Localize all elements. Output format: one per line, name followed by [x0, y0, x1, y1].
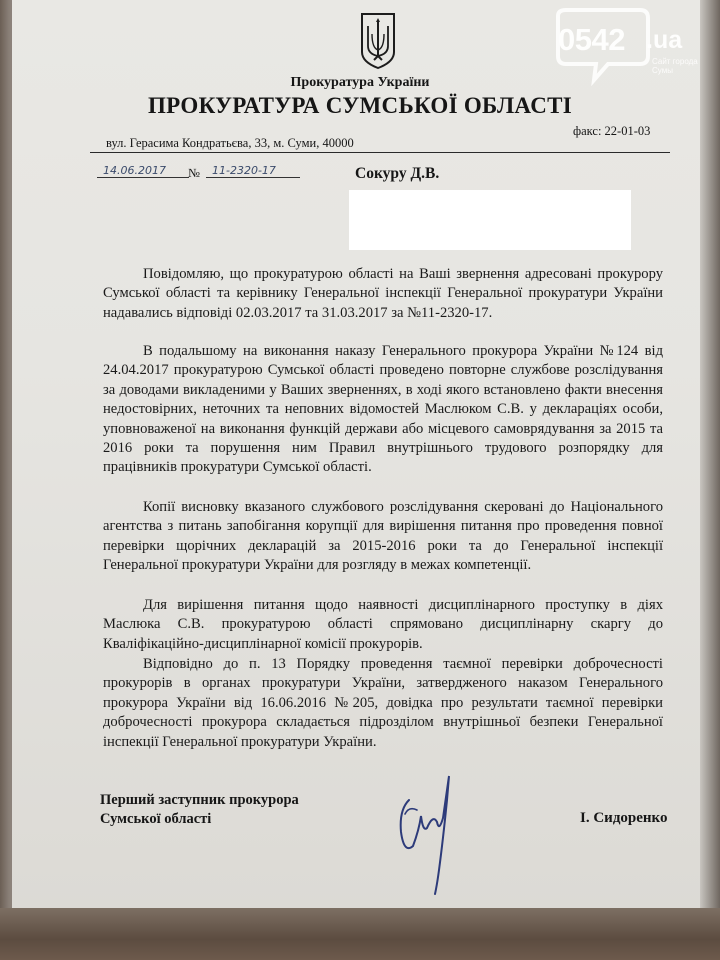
- registration-number: 11-2320-17: [206, 164, 300, 178]
- desk-background-bottom: [0, 908, 720, 960]
- office-name: ПРОКУРАТУРА СУМСЬКОЇ ОБЛАСТІ: [147, 93, 572, 118]
- watermark-tagline: [652, 57, 698, 75]
- signatory-title-line-2: Сумської області: [100, 811, 212, 827]
- body-paragraph-5: Відповідно до п. 13 Порядку проведення таємної перевірки доброчесності прокурорів в органах прокуратури України, затвердженого наказом Генерального прокурора України від 16.06.2016 №205, довідка про результати таємної перевірки доброчесності прокурора складається підрозділом внутрішньої безпеки Генеральної інспекції Генеральної прокуратури України.: [103, 656, 663, 750]
- watermark-number: 0542: [558, 22, 625, 57]
- redacted-address-block: [349, 190, 631, 250]
- office-fax: факс: 22-01-03: [573, 124, 651, 138]
- letterhead-divider: [90, 152, 670, 153]
- watermark-tagline-line-2: Сумы: [652, 66, 673, 75]
- watermark-tagline-line-1: Сайт города: [652, 57, 698, 66]
- handwritten-signature-icon: [395, 770, 457, 895]
- recipient-name: Сокуру Д.В.: [355, 165, 440, 182]
- body-paragraph-3: Копії висновку вказаного службового розслідування скеровані до Національного агентства з питань запобігання корупції для вирішення питання про проведення повної перевірки щорічних декларацій за 2015-2016 роки та до Генеральної інспекції Генеральної прокуратури України для розгляду в межах компетенції.: [103, 499, 663, 574]
- registration-number-label: №: [188, 166, 200, 180]
- body-paragraph-1: Повідомляю, що прокуратурою області на Ваші звернення адресовані прокурору Сумської області та керівнику Генеральної інспекції Генеральної прокуратури України надавались відповіді 02.03.2017 та 31.03.2017 за №11-2320-17.: [103, 266, 663, 321]
- trident-coat-of-arms-icon: [360, 12, 396, 70]
- office-address: вул. Герасима Кондратьєва, 33, м. Суми, 40000: [106, 136, 354, 150]
- signer-name: І. Сидоренко: [580, 810, 668, 826]
- body-paragraph-4: Для вирішення питання щодо наявності дисциплінарного проступку в діях Маслюка С.В. прокуратурою області спрямовано дисциплінарну скаргу до Кваліфікаційно-дисциплінарної комісії прокурорів.: [103, 597, 663, 652]
- registration-date: 14.06.2017: [97, 164, 189, 178]
- body-paragraph-2: В подальшому на виконання наказу Генерального прокурора України №124 від 24.04.2017 прокуратурою Сумської області проведено повторне службове розслідування за доводами викладеними у Ваших зверненнях, в ході якого встановлено факти внесення недостовірних, неточних та неповних відомостей Маслюком С.В. у деклараціях особи, уповноваженої на виконання функцій держави або місцевого самоврядування за 2015 та 2016 роки та порушення ним Правил внутрішнього трудового розпорядку для працівників прокуратури Сумської області.: [103, 343, 663, 476]
- watermark-domain: .ua: [646, 26, 683, 54]
- signatory-title-line-1: Перший заступник прокурора: [100, 792, 299, 808]
- ministry-name: Прокуратура України: [290, 75, 430, 90]
- page-edge-shadow: [700, 0, 720, 912]
